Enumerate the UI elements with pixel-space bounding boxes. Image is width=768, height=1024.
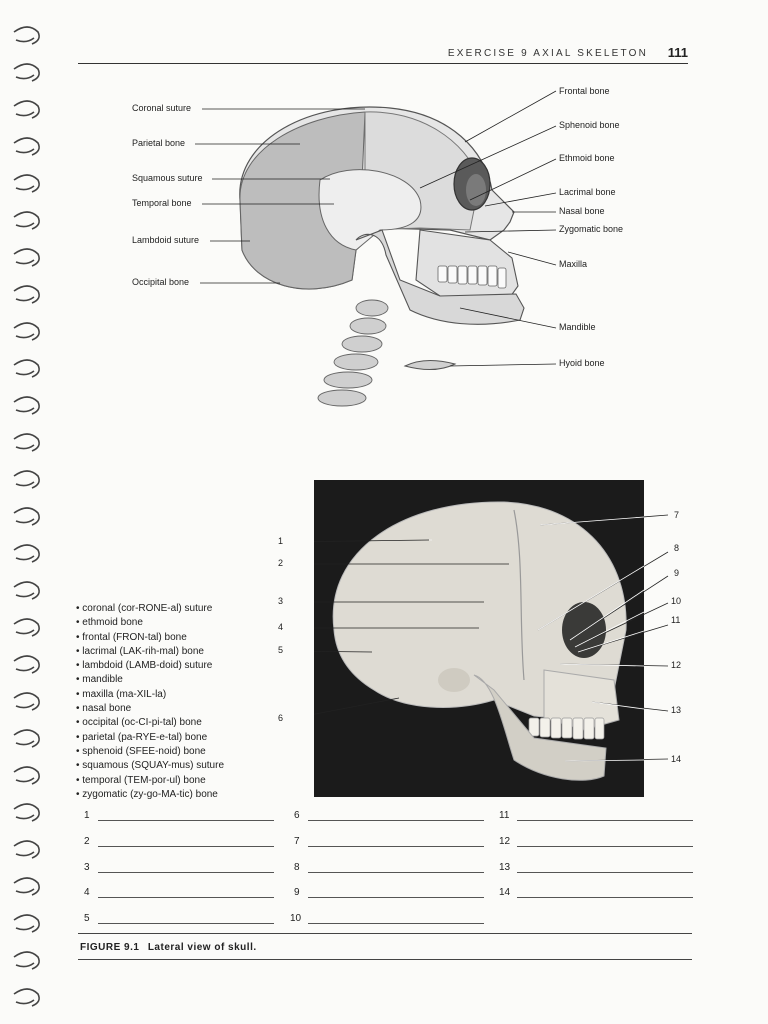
answer-number: 8 — [294, 862, 300, 873]
photo-number-8: 8 — [674, 543, 680, 553]
figure-caption — [80, 942, 257, 953]
answer-blank-4[interactable] — [84, 887, 274, 898]
caption-bottom-rule — [78, 959, 692, 960]
label-ethmoid-bone: Ethmoid bone — [559, 153, 615, 163]
photo-number-7: 7 — [674, 510, 680, 520]
caption-label: FIGURE 9.1 — [80, 942, 140, 953]
photo-number-9: 9 — [674, 568, 680, 578]
answer-number: 10 — [290, 913, 302, 924]
term-item: • zygomatic (zy-go-MA-tic) bone — [76, 788, 316, 802]
term-item: • lacrimal (LAK-rih-mal) bone — [76, 645, 316, 659]
answer-blank-1[interactable] — [84, 810, 274, 821]
header-rule — [78, 63, 688, 64]
answer-number: 5 — [84, 913, 90, 924]
caption-top-rule — [78, 933, 692, 934]
label-nasal-bone: Nasal bone — [559, 206, 605, 216]
answer-blank-14[interactable] — [499, 887, 693, 898]
label-lambdoid-suture: Lambdoid suture — [132, 235, 200, 245]
photo-leader-lines — [314, 480, 644, 797]
answer-number: 3 — [84, 862, 90, 873]
term-item: • sphenoid (SFEE-noid) bone — [76, 745, 316, 759]
page-header — [78, 45, 688, 64]
photo-number-6: 6 — [278, 713, 284, 723]
label-squamous-suture: Squamous suture — [132, 173, 203, 183]
term-item: • parietal (pa-RYE-e-tal) bone — [76, 731, 316, 745]
photo-number-14: 14 — [671, 754, 682, 764]
label-temporal-bone: Temporal bone — [132, 198, 192, 208]
label-hyoid-bone: Hyoid bone — [559, 358, 605, 368]
label-parietal-bone: Parietal bone — [132, 138, 186, 148]
term-item: • nasal bone — [76, 702, 316, 716]
label-frontal-bone: Frontal bone — [559, 86, 610, 96]
answer-blank-12[interactable] — [499, 836, 693, 847]
answer-blank-7[interactable] — [294, 836, 484, 847]
photo-number-1: 1 — [278, 536, 284, 546]
label-lacrimal-bone: Lacrimal bone — [559, 187, 616, 197]
answer-blank-11[interactable] — [499, 810, 693, 821]
answer-number: 11 — [499, 810, 510, 821]
photo-number-10: 10 — [671, 596, 682, 606]
term-item: • maxilla (ma-XIL-la) — [76, 688, 316, 702]
photo-number-2: 2 — [278, 558, 284, 568]
answer-blank-6[interactable] — [294, 810, 484, 821]
answer-blank-13[interactable] — [499, 862, 693, 873]
answer-number: 9 — [294, 887, 300, 898]
photo-number-13: 13 — [671, 705, 682, 715]
photo-number-3: 3 — [278, 596, 284, 606]
label-occipital-bone: Occipital bone — [132, 277, 190, 287]
photo-number-12: 12 — [671, 660, 682, 670]
answer-blank-8[interactable] — [294, 862, 484, 873]
answer-blank-2[interactable] — [84, 836, 274, 847]
term-item: • ethmoid bone — [76, 616, 316, 630]
spiral-binding — [10, 20, 46, 1020]
photo-number-11: 11 — [671, 615, 681, 625]
label-coronal-suture: Coronal suture — [132, 103, 192, 113]
running-title: EXERCISE 9 AXIAL SKELETON — [447, 48, 648, 59]
term-item: • coronal (cor-RONE-al) suture — [76, 602, 316, 616]
answer-blank-10[interactable] — [290, 913, 484, 924]
answer-number: 12 — [499, 836, 511, 847]
answer-blank-3[interactable] — [84, 862, 274, 873]
answer-number: 6 — [294, 810, 300, 821]
answer-number: 14 — [499, 887, 511, 898]
answer-number: 2 — [84, 836, 90, 847]
term-item: • squamous (SQUAY-mus) suture — [76, 759, 316, 773]
label-sphenoid-bone: Sphenoid bone — [559, 120, 620, 130]
term-item: • occipital (oc-CI-pi-tal) bone — [76, 716, 316, 730]
photo-number-4: 4 — [278, 622, 284, 632]
term-item: • mandible — [76, 673, 316, 687]
answer-blank-9[interactable] — [294, 887, 484, 898]
skull-photo — [314, 480, 644, 797]
page-number: 111 — [667, 45, 688, 60]
label-zygomatic-bone: Zygomatic bone — [559, 224, 624, 234]
term-item: • lambdoid (LAMB-doid) suture — [76, 659, 316, 673]
answer-number: 13 — [499, 862, 511, 873]
label-mandible: Mandible — [559, 322, 596, 332]
label-maxilla: Maxilla — [559, 259, 588, 269]
photo-number-5: 5 — [278, 645, 284, 655]
term-item: • frontal (FRON-tal) bone — [76, 631, 316, 645]
answer-number: 7 — [294, 836, 300, 847]
term-list — [76, 602, 316, 802]
answer-blank-5[interactable] — [84, 913, 274, 924]
answer-number: 1 — [84, 810, 90, 821]
term-item: • temporal (TEM-por-ul) bone — [76, 774, 316, 788]
answer-number: 4 — [84, 887, 90, 898]
caption-text: Lateral view of skull. — [147, 942, 257, 953]
